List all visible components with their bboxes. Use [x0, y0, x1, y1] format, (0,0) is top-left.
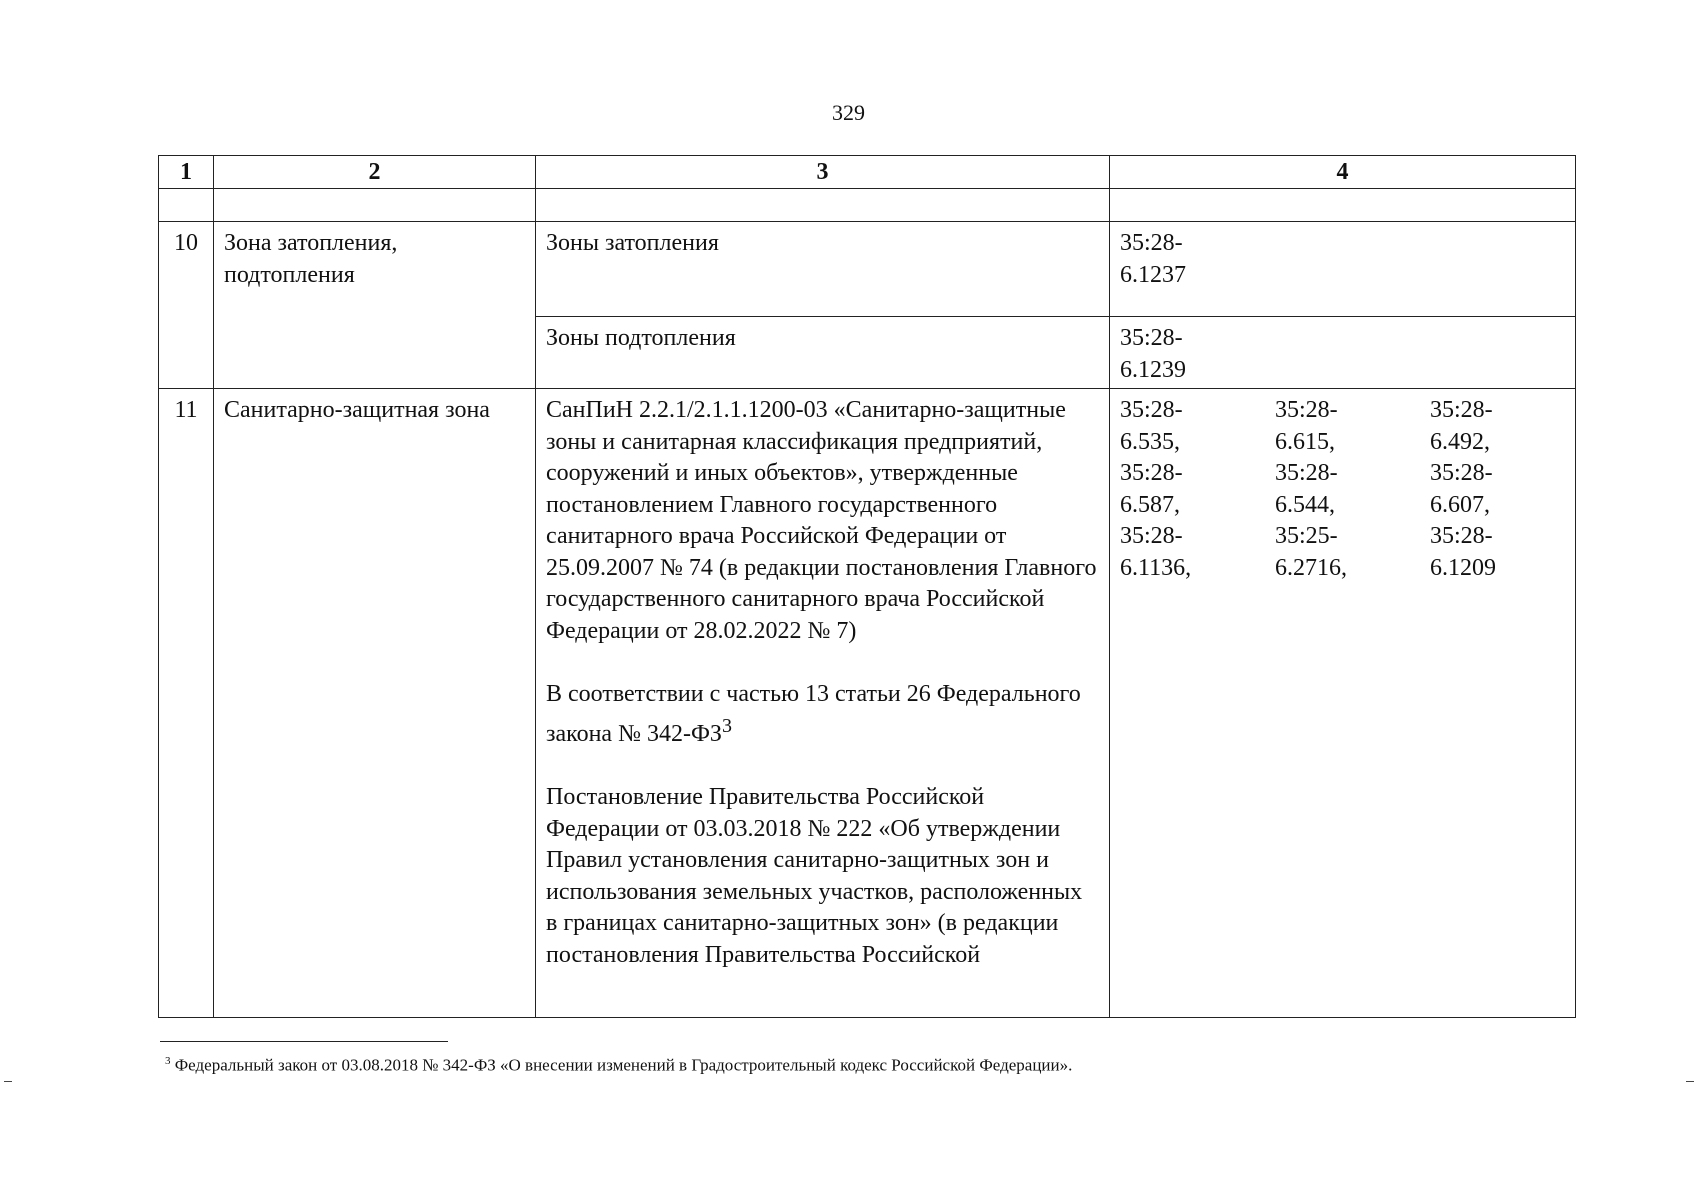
margin-tick	[1686, 1081, 1694, 1082]
registry-code: 35:28-	[1275, 460, 1338, 486]
registry-code: 35:28-	[1120, 523, 1183, 549]
document-paragraph: СанПиН 2.2.1/2.1.1.1200-03 «Санитарно-защитные зоны и санитарная классификация предприятий, сооружений и иных объектов», утвержденные постановлением Главного государственного санитарного врача Российской Федерации от 25.09.2007 № 74 (в редакции постановления Главного государственного санитарного врача Российской Федерации от 28.02.2022 № 7)	[546, 397, 1097, 644]
registry-code: 35:25-	[1275, 523, 1338, 549]
zone-name: Санитарно-защитная зона	[214, 389, 536, 1018]
footnote-marker: 3	[165, 1055, 171, 1067]
registry-code: 35:28-	[1120, 397, 1183, 423]
paragraph-text: В соответствии с частью 13 статьи 26 Федерального закона № 342-ФЗ	[546, 681, 1081, 747]
registry-code: 35:28-	[1430, 397, 1493, 423]
footnote-ref: 3	[721, 714, 732, 737]
header-col-1: 1	[159, 156, 214, 189]
registry-code: 6.615,	[1275, 428, 1335, 455]
footnote	[165, 1055, 1072, 1076]
document-paragraph: Постановление Правительства Российской Федерации от 03.03.2018 № 222 «Об утверждении Правил установления санитарно-защитных зон и использования земельных участков, расположенных в границах санитарно-защитных зон» (в редакции постановления Правительства Российской	[546, 784, 1083, 968]
registry-code: 6.492,	[1430, 428, 1490, 455]
registry-code: 35:28- 6.1237	[1120, 230, 1186, 288]
registry-code: 6.1209	[1430, 554, 1496, 581]
registry-code: 6.1136,	[1120, 554, 1192, 581]
spacer-cell	[159, 189, 214, 222]
header-col-3: 3	[536, 156, 1110, 189]
registry-code: 6.535,	[1120, 428, 1180, 455]
zones-table	[158, 155, 1576, 1018]
zone-document: Зоны затопления	[536, 222, 1110, 317]
header-col-2: 2	[214, 156, 536, 189]
zone-name: Зона затопления, подтопления	[214, 222, 536, 389]
registry-code: 6.607,	[1430, 491, 1490, 518]
zone-registry-codes	[1110, 389, 1576, 1018]
table-row	[159, 222, 1576, 317]
document-paragraph	[546, 679, 1099, 750]
zone-registry-codes	[1110, 317, 1576, 389]
row-number: 10	[159, 222, 214, 389]
registry-code: 35:28-	[1430, 523, 1493, 549]
spacer-cell	[214, 189, 536, 222]
registry-codes-grid	[1120, 395, 1565, 584]
registry-code: 6.587,	[1120, 491, 1180, 518]
registry-code: 35:28-	[1120, 460, 1183, 486]
footnote-separator	[160, 1041, 448, 1042]
table-row	[159, 389, 1576, 1018]
margin-tick	[4, 1081, 12, 1082]
registry-code: 6.2716,	[1275, 554, 1347, 581]
registry-code: 35:28-	[1275, 397, 1338, 423]
header-col-4: 4	[1110, 156, 1576, 189]
spacer-cell	[1110, 189, 1576, 222]
documents-text	[546, 395, 1099, 1015]
zone-document: Зоны подтопления	[536, 317, 1110, 389]
table-header-row	[159, 156, 1576, 189]
row-number: 11	[159, 389, 214, 1018]
page-number: 329	[832, 100, 865, 125]
table-spacer-row	[159, 189, 1576, 222]
zone-documents	[536, 389, 1110, 1018]
registry-code: 6.544,	[1275, 491, 1335, 518]
registry-code: 35:28- 6.1239	[1120, 325, 1186, 383]
registry-code: 35:28-	[1430, 460, 1493, 486]
footnote-text: Федеральный закон от 03.08.2018 № 342-ФЗ «О внесении изменений в Градостроительный кодекс Российской Федерации».	[174, 1055, 1073, 1075]
zone-registry-codes	[1110, 222, 1576, 317]
spacer-cell	[536, 189, 1110, 222]
